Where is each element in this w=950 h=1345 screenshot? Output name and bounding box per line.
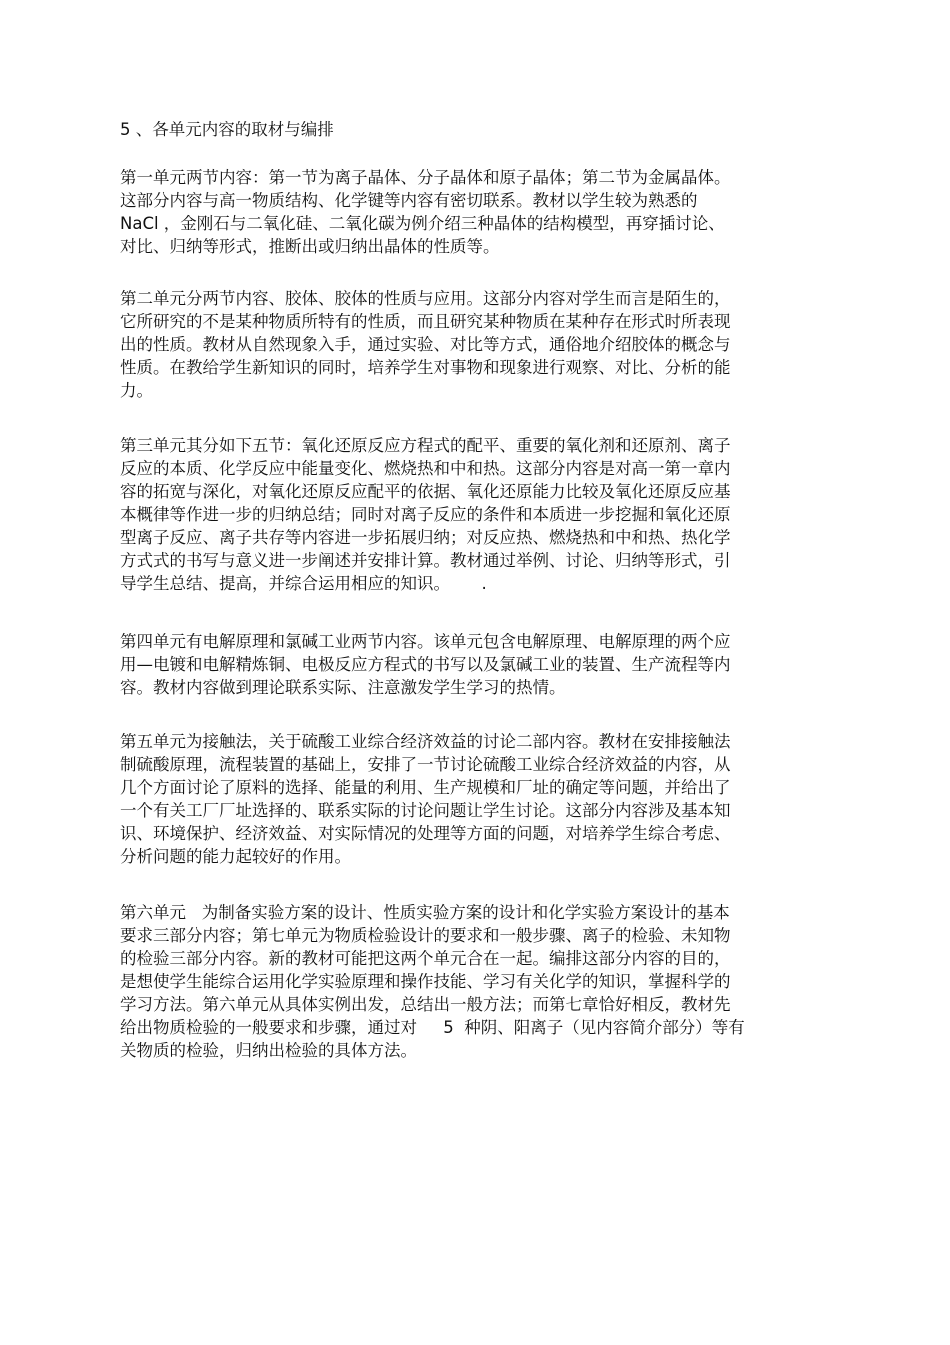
paragraph-line: 是想使学生能综合运用化学实验原理和操作技能、学习有关化学的知识，掌握科学的	[120, 972, 731, 991]
paragraph-line: 容。教材内容做到理论联系实际、注意激发学生学习的热情。	[120, 678, 566, 697]
paragraph-line: 这部分内容与高一物质结构、化学键等内容有密切联系。教材以学生较为熟悉的	[120, 191, 698, 210]
paragraph-line: NaCl ，金刚石与二氧化硅、二氧化碳为例介绍三种晶体的结构模型，再穿插讨论、	[120, 214, 725, 233]
paragraph-line: 反应的本质、化学反应中能量变化、燃烧热和中和热。这部分内容是对高一第一章内	[120, 459, 731, 478]
paragraph-1	[120, 166, 810, 258]
paragraph-line: 容的拓宽与深化，对氧化还原反应配平的依据、氧化还原能力比较及氧化还原反应基	[120, 482, 731, 501]
paragraph-2	[120, 287, 810, 402]
paragraph-line: 第二单元分两节内容、胶体、胶体的性质与应用。这部分内容对学生而言是陌生的，	[120, 289, 731, 308]
paragraph-6	[120, 901, 810, 1062]
paragraph-5	[120, 730, 810, 868]
paragraph-line: 学习方法。第六单元从具体实例出发，总结出一般方法；而第七章恰好相反，教材先	[120, 995, 731, 1014]
section-heading	[120, 118, 810, 141]
paragraph-line: 给出物质检验的一般要求和步骤，通过对 5 种阴、阳离子（见内容简介部分）等有	[120, 1018, 745, 1037]
paragraph-line: 本概律等作进一步的归纳总结；同时对离子反应的条件和本质进一步挖掘和氧化还原	[120, 505, 731, 524]
paragraph-line: 它所研究的不是某种物质所特有的性质，而且研究某种物质在某种存在形式时所表现	[120, 312, 731, 331]
paragraph-line: 的检验三部分内容。新的教材可能把这两个单元合在一起。编排这部分内容的目的，	[120, 949, 731, 968]
paragraph-line: 关物质的检验，归纳出检验的具体方法。	[120, 1041, 417, 1060]
paragraph-line: 要求三部分内容；第七单元为物质检验设计的要求和一般步骤、离子的检验、未知物	[120, 926, 731, 945]
paragraph-line: 性质。在教给学生新知识的同时，培养学生对事物和现象进行观察、对比、分析的能	[120, 358, 731, 377]
paragraph-line: 力。	[120, 381, 153, 400]
paragraph-line: 第四单元有电解原理和氯碱工业两节内容。该单元包含电解原理、电解原理的两个应	[120, 632, 731, 651]
paragraph-line: 用—电镀和电解精炼铜、电极反应方程式的书写以及氯碱工业的装置、生产流程等内	[120, 655, 731, 674]
paragraph-line: 方式式的书写与意义进一步阐述并安排计算。教材通过举例、讨论、归纳等形式，引	[120, 551, 731, 570]
paragraph-line: 型离子反应、离子共存等内容进一步拓展归纳；对反应热、燃烧热和中和热、热化学	[120, 528, 731, 547]
paragraph-line: 对比、归纳等形式，推断出或归纳出晶体的性质等。	[120, 237, 500, 256]
paragraph-line: 制硫酸原理，流程装置的基础上，安排了一节讨论硫酸工业综合经济效益的内容，从	[120, 755, 731, 774]
heading-text: 5 、各单元内容的取材与编排	[120, 120, 334, 139]
paragraph-line: 第三单元其分如下五节：氧化还原反应方程式的配平、重要的氧化剂和还原剂、离子	[120, 436, 731, 455]
paragraph-line: 分析问题的能力起较好的作用。	[120, 847, 351, 866]
paragraph-4	[120, 630, 810, 699]
paragraph-line: 第五单元为接触法，关于硫酸工业综合经济效益的讨论二部内容。教材在安排接触法	[120, 732, 731, 751]
paragraph-line: 识、环境保护、经济效益、对实际情况的处理等方面的问题，对培养学生综合考虑、	[120, 824, 731, 843]
paragraph-line: 导学生总结、提高，并综合运用相应的知识。 .	[120, 574, 487, 593]
paragraph-line: 第六单元 为制备实验方案的设计、性质实验方案的设计和化学实验方案设计的基本	[120, 903, 730, 922]
paragraph-line: 出的性质。教材从自然现象入手，通过实验、对比等方式，通俗地介绍胶体的概念与	[120, 335, 731, 354]
paragraph-line: 几个方面讨论了原料的选择、能量的利用、生产规模和厂址的确定等问题，并给出了	[120, 778, 731, 797]
paragraph-3	[120, 434, 810, 595]
paragraph-line: 第一单元两节内容：第一节为离子晶体、分子晶体和原子晶体；第二节为金属晶体。	[120, 168, 731, 187]
paragraph-line: 一个有关工厂厂址选择的、联系实际的讨论问题让学生讨论。这部分内容涉及基本知	[120, 801, 731, 820]
